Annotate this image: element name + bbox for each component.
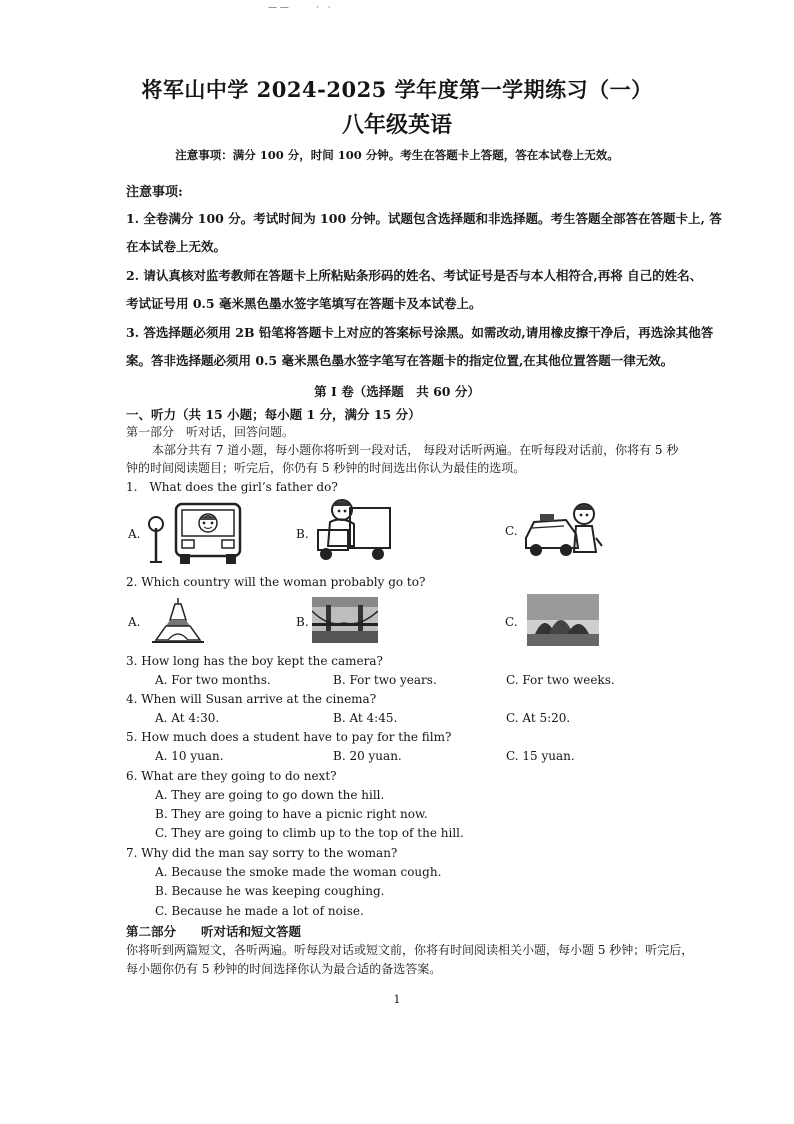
part1-heading: 第 I 卷（选择题 共 60 分） — [314, 384, 480, 399]
q4-option-a: A. At 4:30. — [155, 711, 220, 725]
eiffel-tower-icon — [150, 596, 206, 648]
note-line-4: 考试证号用 0.5 毫米黑色墨水签字笔填写在答题卡及本试卷上。 — [126, 296, 482, 311]
intro-line-2: 钟的时间阅读题目；听完后，你仍有 5 秒钟的时间选出你认为最佳的选项。 — [126, 461, 526, 475]
question-5-stem: 5. How much does a student have to pay for the film? — [126, 730, 452, 744]
q6-option-a: A. They are going to go down the hill. — [155, 788, 385, 802]
q7-option-a: A. Because the smoke made the woman cough. — [155, 865, 442, 879]
q1-option-c-label: C. — [505, 524, 518, 538]
question-2-stem: 2. Which country will the woman probably go to? — [126, 575, 426, 589]
q6-option-b: B. They are going to have a picnic right now. — [155, 807, 428, 821]
q5-option-c: C. 15 yuan. — [506, 749, 575, 763]
notice-line: 注意事项：满分 100 分，时间 100 分钟。考生在答题卡上答题，答在本试卷上无效。 — [175, 148, 619, 162]
listening-heading: 一、听力（共 15 小题；每小题 1 分，满分 15 分） — [126, 407, 421, 422]
question-1-stem: 1. What does the girl’s father do? — [126, 480, 338, 494]
section2-heading: 第二部分 听对话和短文答题 — [126, 924, 302, 939]
q5-option-a: A. 10 yuan. — [155, 749, 224, 763]
q3-option-c: C. For two weeks. — [506, 673, 615, 687]
section1-heading: 第一部分 听对话，回答问题。 — [126, 425, 295, 439]
q7-option-c: C. Because he made a lot of noise. — [155, 904, 364, 918]
q1-option-a-label: A. — [128, 527, 141, 541]
q1-option-b-label: B. — [296, 527, 309, 541]
question-6-stem: 6. What are they going to do next? — [126, 769, 337, 783]
q2-option-b-label: B. — [296, 615, 309, 629]
intro-line-1: 本部分共有 7 道小题，每小题你将听到一段对话， 每段对话听两遍。在听每段对话前，你将有 5 秒 — [152, 443, 679, 457]
note-line-5: 3. 答选择题必须用 2B 铅笔将答题卡上对应的答案标号涂黑。如需改动,请用橡皮擦干净后，再选涂其他答 — [126, 325, 714, 340]
q3-option-b: B. For two years. — [333, 673, 437, 687]
scan-mark: — — · · — [268, 3, 331, 13]
question-3-stem: 3. How long has the boy kept the camera? — [126, 654, 383, 668]
note-line-6: 案。答非选择题必须用 0.5 毫米黑色墨水签字笔写在答题卡的指定位置,在其他位置答题一律无效。 — [126, 353, 674, 368]
note-line-1: 1. 全卷满分 100 分。考试时间为 100 分钟。试题包含选择题和非选择题。考生答题全部答在答题卡上, 答 — [126, 211, 722, 226]
q4-option-b: B. At 4:45. — [333, 711, 398, 725]
bus-driver-icon — [144, 498, 248, 572]
q3-option-a: A. For two months. — [155, 673, 271, 687]
exam-subject: 八年级英语 — [341, 112, 452, 138]
notes-heading: 注意事项: — [126, 185, 183, 200]
q4-option-c: C. At 5:20. — [506, 711, 571, 725]
q6-option-c: C. They are going to climb up to the top of the hill. — [155, 826, 464, 840]
q7-option-b: B. Because he was keeping coughing. — [155, 884, 385, 898]
note-line-3: 2. 请认真核对监考教师在答题卡上所粘贴条形码的姓名、考试证号是否与本人相符合,再将 自己的姓名、 — [126, 268, 703, 283]
exam-title: 将军山中学 2024-2025 学年度第一学期练习（一） — [141, 77, 653, 102]
note-line-2: 在本试卷上无效。 — [126, 239, 227, 254]
q2-option-a-label: A. — [128, 615, 141, 629]
section2-line-2: 每小题你仍有 5 秒钟的时间选择你认为最合适的备选答案。 — [126, 962, 442, 976]
q5-option-b: B. 20 yuan. — [333, 749, 402, 763]
taxi-driver-icon — [522, 498, 606, 568]
page-number: 1 — [393, 993, 401, 1006]
q2-option-c-label: C. — [505, 615, 518, 629]
bridge-photo-icon — [312, 597, 378, 647]
delivery-truck-driver-icon — [314, 494, 394, 568]
question-4-stem: 4. When will Susan arrive at the cinema? — [126, 692, 377, 706]
opera-house-photo-icon — [527, 594, 599, 650]
question-7-stem: 7. Why did the man say sorry to the woman? — [126, 846, 398, 860]
section2-line-1: 你将听到两篇短文，各听两遍。听每段对话或短文前，你将有时间阅读相关小题，每小题 5 秒钟；听完后， — [126, 943, 694, 957]
